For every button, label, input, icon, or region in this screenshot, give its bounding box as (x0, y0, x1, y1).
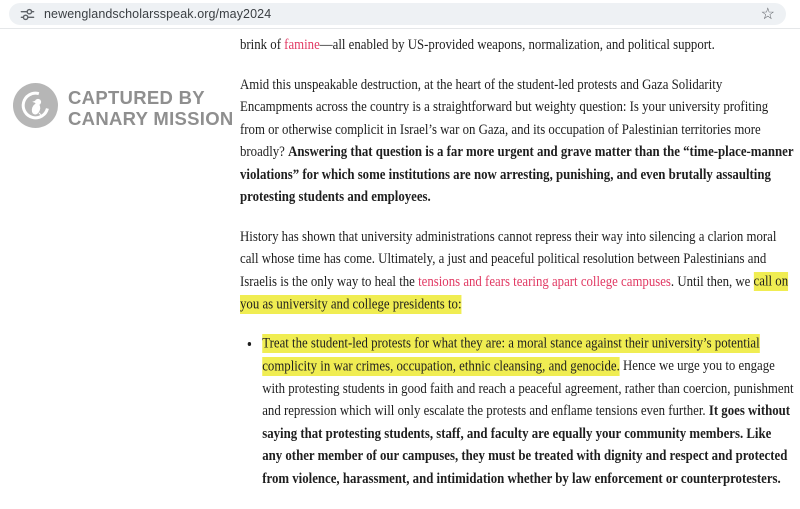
browser-address-bar (0, 0, 800, 29)
bold-emphasis-text: Answering that question is a far more urgent and grave matter than the “time-place-manner violations” for which some institutions are now arresting, punishing, and even brutally assaulting protesting students and employees. (240, 144, 794, 205)
watermark-line1: CAPTURED BY (68, 86, 205, 108)
paragraph (240, 74, 794, 209)
highlighted-text: Treat the student-led protests for what they are: a moral stance against their university’s potential complicity in war crimes, occupation, ethnic cleansing, and genocide. (262, 335, 760, 374)
canary-bird-icon (13, 83, 58, 133)
text-run: brink of (240, 37, 285, 53)
page-content (0, 29, 800, 509)
text-run: —all enabled by US-provided weapons, normalization, and political support. (319, 37, 715, 53)
watermark-line2: CANARY MISSION (68, 108, 234, 129)
highlighted-text: call on you as university and college presidents to: (240, 273, 789, 312)
inline-link[interactable]: tensions and fears tearing apart college campuses (418, 273, 671, 290)
bold-emphasis-text: It goes without saying that protesting students, staff, and faculty are equally your community members. Like any other member of our campuses, they must be treated with dignity and respect and protected from violence, harassment, and intimidation whether by law enforcement or counterprotesters. (262, 403, 791, 487)
article-content (240, 34, 794, 490)
site-settings-icon[interactable] (20, 7, 35, 22)
paragraph (240, 226, 794, 316)
watermark-text (68, 87, 234, 130)
paragraph (240, 34, 794, 57)
url-text[interactable]: newenglandscholarsspeak.org/may2024 (44, 7, 272, 21)
text-run: History has shown that university administrations cannot repress their way into silencing a clarion moral call whose time has come. Ultimately, a just and peaceful political resolution between Palestinians and Israelis is the only way to heal the (240, 228, 777, 290)
inline-link[interactable]: famine (284, 37, 320, 53)
bullet-list (240, 333, 794, 491)
bullet-item (261, 333, 795, 491)
omnibox[interactable] (9, 3, 786, 25)
text-run: Hence we urge you to engage with protesting students in good faith and reach a peaceful agreement, rather than coercion, punishment and repression which will only escalate the protests and enflame tensions even further. (262, 358, 794, 419)
text-run: Amid this unspeakable destruction, at the heart of the student-led protests and Gaza Solidarity Encampments across the country is a straightforward but weighty question: Is your university profiting from or otherwise complicit in Israel’s war on Gaza, and its occupation of Palestinian territories more broadly? (240, 76, 769, 160)
canary-mission-watermark (13, 83, 234, 133)
text-run: . Until then, we (670, 273, 754, 290)
bookmark-star-icon[interactable]: ☆ (760, 5, 775, 23)
